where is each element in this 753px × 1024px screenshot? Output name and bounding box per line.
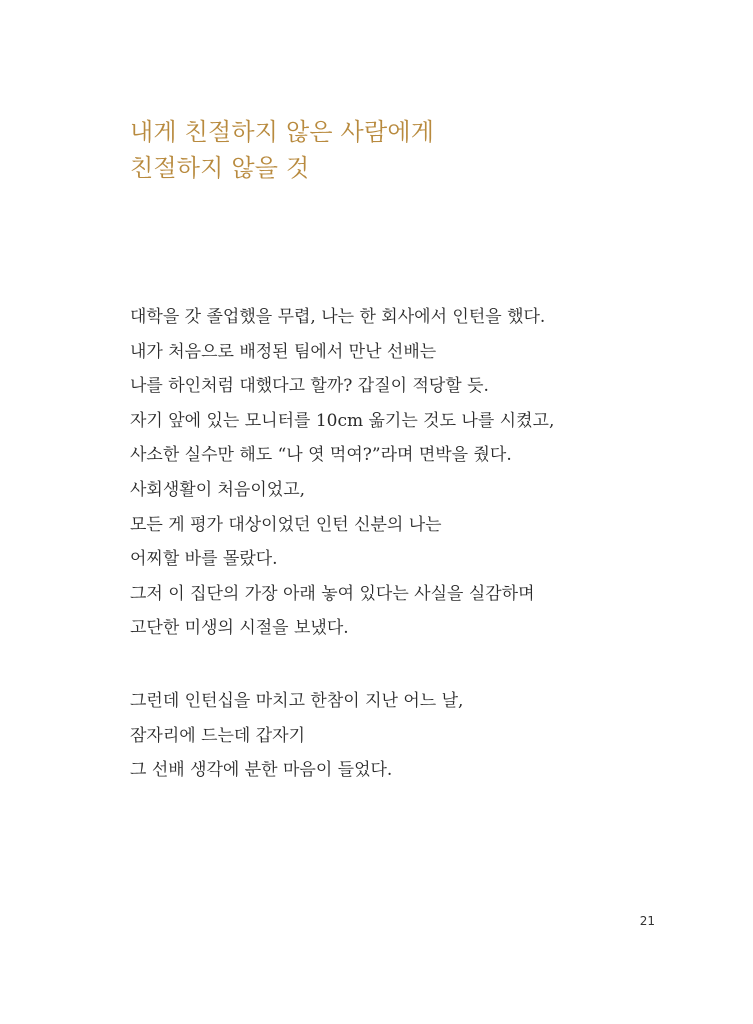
text-line: 내가 처음으로 배정된 팀에서 만난 선배는	[130, 341, 437, 362]
chapter-title	[130, 114, 434, 186]
text-line: 그 선배 생각에 분한 마음이 들었다.	[130, 760, 393, 781]
text-line: 사소한 실수만 해도 “나 엿 먹여?”라며 면박을 줬다.	[130, 445, 512, 466]
text-line: 그저 이 집단의 가장 아래 놓여 있다는 사실을 실감하며	[130, 583, 535, 604]
text-line: 어찌할 바를 몰랐다.	[130, 549, 278, 570]
text-line: 모든 게 평가 대상이었던 인턴 신분의 나는	[130, 514, 442, 535]
paragraph	[130, 300, 730, 646]
text-line: 대학을 갓 졸업했을 무렵, 나는 한 회사에서 인턴을 했다.	[130, 307, 546, 327]
text-line: 잠자리에 드는데 갑자기	[130, 725, 306, 746]
body-text	[130, 300, 730, 788]
paragraph	[130, 684, 730, 788]
text-line: 고단한 미생의 시절을 보냈다.	[130, 618, 349, 639]
page-number: 21	[639, 914, 655, 928]
text-line: 그런데 인턴십을 마치고 한참이 지난 어느 날,	[130, 690, 464, 711]
chapter-title-line: 내게 친절하지 않은 사람에게	[130, 118, 435, 146]
chapter-title-line: 친절하지 않을 것	[130, 154, 310, 182]
text-line: 사회생활이 처음이었고,	[130, 479, 306, 500]
text-line: 자기 앞에 있는 모니터를 10cm 옮기는 것도 나를 시켰고,	[130, 410, 555, 431]
text-line: 나를 하인처럼 대했다고 할까? 갑질이 적당할 듯.	[130, 376, 489, 397]
